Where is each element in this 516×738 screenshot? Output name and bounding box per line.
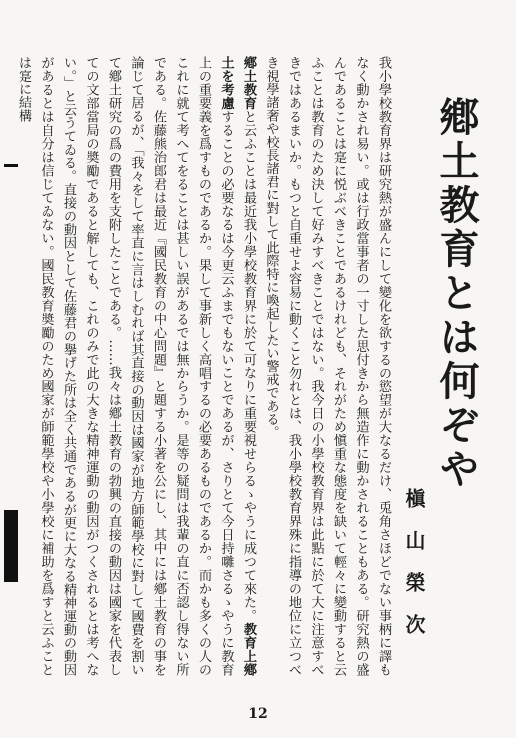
paragraph-2a: と云ふことは最近我小學校教育界に於て可なりに重要視せらるゝやうに成つて來た。 — [241, 109, 256, 623]
page-number: 12 — [248, 706, 268, 722]
margin-mark-small — [4, 164, 18, 167]
paragraph-3: 佐藤熊治郎君は最近『國民教育の中心問題』と題する小著を公にし、其中には鄕土教育の事を論じて居るが、「我々をして率直に言はしむれば其直接の動因は國家が地方師範學校に對して國費を割いて鄕土研究の爲の費用を支附したことである。……我々は鄕土教育の勃興の直接の動因は國家を代表しての文部當局の奬勵であると解しても、これのみで此の大きな精神運動の動因がつくされるとは考へない。」と云うてゐる。直接の動因として佐藤君の擧げた所は全く共通であるが更に大なる精神運動の動因があるとは自分は信じてゐない。國民教育奬勵のため國家が師範學校や小學校に補助を爲すと云ふことは寔に結構 — [16, 56, 166, 676]
article-title: 鄕土教育とは何ぞや — [433, 96, 480, 492]
paragraph-2b: することの必要なるは今更云ふまでもないことであるが、さりとて今日持囃さるゝやうに教育上の重要義を爲すものであるか。果して事新しく高唱するの必要あるものであるか。而かも多くの人のこれに就て考へてをることは甚しい誤があるでは無からうか。是等の疑問は我輩の直に否認し得ない所である。 — [151, 56, 234, 676]
keyword-kyodo-kyoiku: 鄕土教育 — [241, 56, 256, 110]
author-name: 槇山榮次 — [402, 488, 426, 656]
keyword-kyoikujo: 教育上鄕土を考慮 — [218, 56, 256, 676]
margin-mark-tall — [4, 510, 18, 582]
paragraph-1: 我小學校教育界は研究熱が盛んにして變化を欲するの慾望が大なるだけ、兎角さほどでない事柄に譯もなく動かされ易い。或は行政當事者の一寸した思付きから無造作に動かされることもある。研究熱の盛んであることは寔に悦ぶべきことであるけれども、それがため愼重な態度を缺いて輕々に變動すると云ふことは教育のため決して好みすべきことではない。我今日の小學校教育界は此點に於て大に注意すべきではあるまいか。もつと自重せよ容易に動くこと勿れとは、我小學校教育界殊に指導の地位に立つべき視學諸奢や校長諸君に對して此際特に喚起したい警戒である。 — [263, 56, 391, 676]
article-body — [16, 56, 394, 676]
